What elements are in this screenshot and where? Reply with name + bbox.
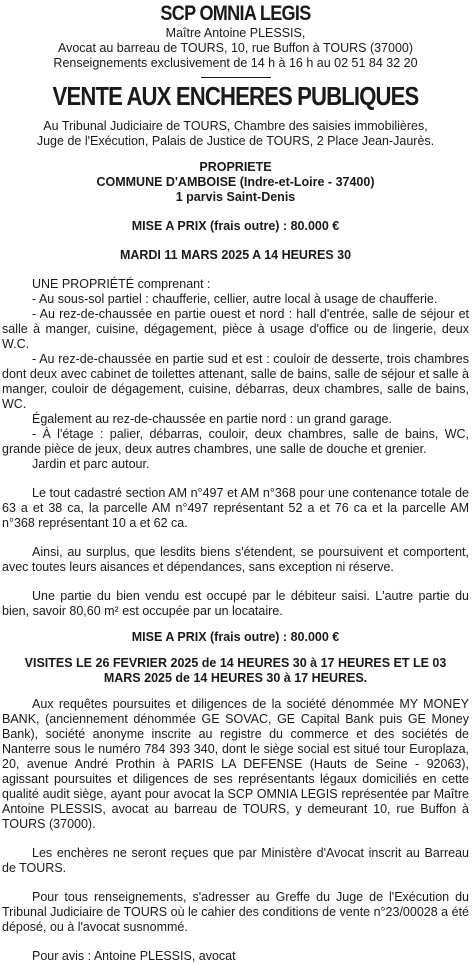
property-address: 1 parvis Saint-Denis	[175, 190, 296, 204]
divider	[201, 77, 271, 78]
description-item: Jardin et parc autour.	[32, 457, 150, 471]
lawyer-address: Avocat au barreau de TOURS, 10, rue Buffon à TOURS (37000)	[57, 41, 414, 55]
starting-price: MISE A PRIX (frais outre) : 80.000 €	[131, 219, 340, 233]
description-intro: UNE PROPRIÉTÉ comprenant :	[32, 277, 211, 291]
description-item: - Au rez-de-chaussée en partie ouest et nord : hall d'entrée, salle de séjour et salle à manger, cuisine, dégagement, pièce à usage d'office ou de lingerie, deux W.C.	[2, 307, 469, 351]
occupation-paragraph: Une partie du bien vendu est occupé par le débiteur saisi. L'autre partie du bien, savoir 80,60 m² est occupée par un locataire.	[2, 589, 469, 618]
signature: Pour avis : Antoine PLESSIS, avocat	[32, 949, 236, 963]
contact-info: Renseignements exclusivement de 14 h à 16 h au 02 51 84 32 20	[53, 56, 418, 70]
description-item: - Au sous-sol partiel : chaufferie, cellier, autre local à usage de chaufferie.	[32, 292, 438, 306]
surplus-paragraph: Ainsi, au surplus, que lesdits biens s'étendent, se poursuivent et comportent, avec toutes leurs aisances et dépendances, sans exception ni réserve.	[2, 545, 469, 574]
description-item: - À l'étage : palier, débarras, couloir, deux chambres, salle de bains, WC, grande pièce de jeux, deux autres chambres, une salle de douche et grenier.	[2, 427, 469, 456]
description-item: - Au rez-de-chaussée en partie sud et est : couloir de desserte, trois chambres dont deux avec cabinet de toilettes attenant, salle de bains, salle de séjour et salle à manger, couloir de dégagement, cuisine, débarras, deux chambres, salle de bains, WC.	[2, 352, 469, 411]
visits-line-2: MARS 2025 de 14 HEURES 30 à 17 HEURES.	[103, 671, 368, 685]
notice-title: VENTE AUX ENCHERES PUBLIQUES	[52, 81, 419, 111]
requests-paragraph: Aux requêtes poursuites et diligences de la société dénommée MY MONEY BANK, (anciennement dénommée GE SOVAC, GE Capital Bank puis GE Money Bank), société anonyme inscrite au registre du commerce et des sociétés de Nanterre sous le numéro 784 393 340, dont le siège social est situé tour Europlaza, 20, avenue André Prothin à PARIS LA DEFENSE (Hauts de Seine - 92063), agissant poursuites et diligences de ses représentants légaux domiciliés en cette qualité audit siège, ayant pour avocat la SCP OMNIA LEGIS représentée par Maître Antoine PLESSIS, avocat au barreau de TOURS, y demeurant 10, rue Buffon à TOURS (37000).	[2, 697, 469, 831]
sale-date: MARDI 11 MARS 2025 A 14 HEURES 30	[119, 248, 352, 262]
lawyer-name: Maître Antoine PLESSIS,	[165, 26, 306, 40]
property-commune: COMMUNE D'AMBOISE (Indre-et-Loire - 37400)	[96, 175, 375, 189]
firm-name: SCP OMNIA LEGIS	[160, 2, 311, 25]
description-item: Également au rez-de-chaussée en partie nord : un grand garage.	[32, 412, 392, 426]
visits-line-1: VISITES LE 26 FEVRIER 2025 de 14 HEURES 30 à 17 HEURES ET LE 03	[24, 656, 447, 670]
cadastre-paragraph: Le tout cadastré section AM n°497 et AM n°368 pour une contenance totale de 63 a et 38 ca, la parcelle AM n°497 représentant 52 a et 76 ca et la parcelle AM n°368 représentant 10 a et 62 ca.	[2, 486, 469, 530]
info-paragraph: Pour tous renseignements, s'adresser au Greffe du Juge de l'Exécution du Tribunal Judiciaire de TOURS où le cahier des conditions de vente n°23/00028 a été déposé, ou à l'avocat susnommé.	[2, 890, 469, 934]
court-line-2: Juge de l'Exécution, Palais de Justice de TOURS, 2 Place Jean-Jaurès.	[36, 134, 435, 148]
bids-paragraph: Les enchères ne seront reçues que par Ministère d'Avocat inscrit au Barreau de TOURS.	[2, 846, 469, 875]
court-line-1: Au Tribunal Judiciaire de TOURS, Chambre des saisies immobilières,	[43, 119, 428, 133]
property-heading: PROPRIETE	[199, 160, 272, 174]
starting-price-repeat: MISE A PRIX (frais outre) : 80.000 €	[131, 630, 340, 644]
